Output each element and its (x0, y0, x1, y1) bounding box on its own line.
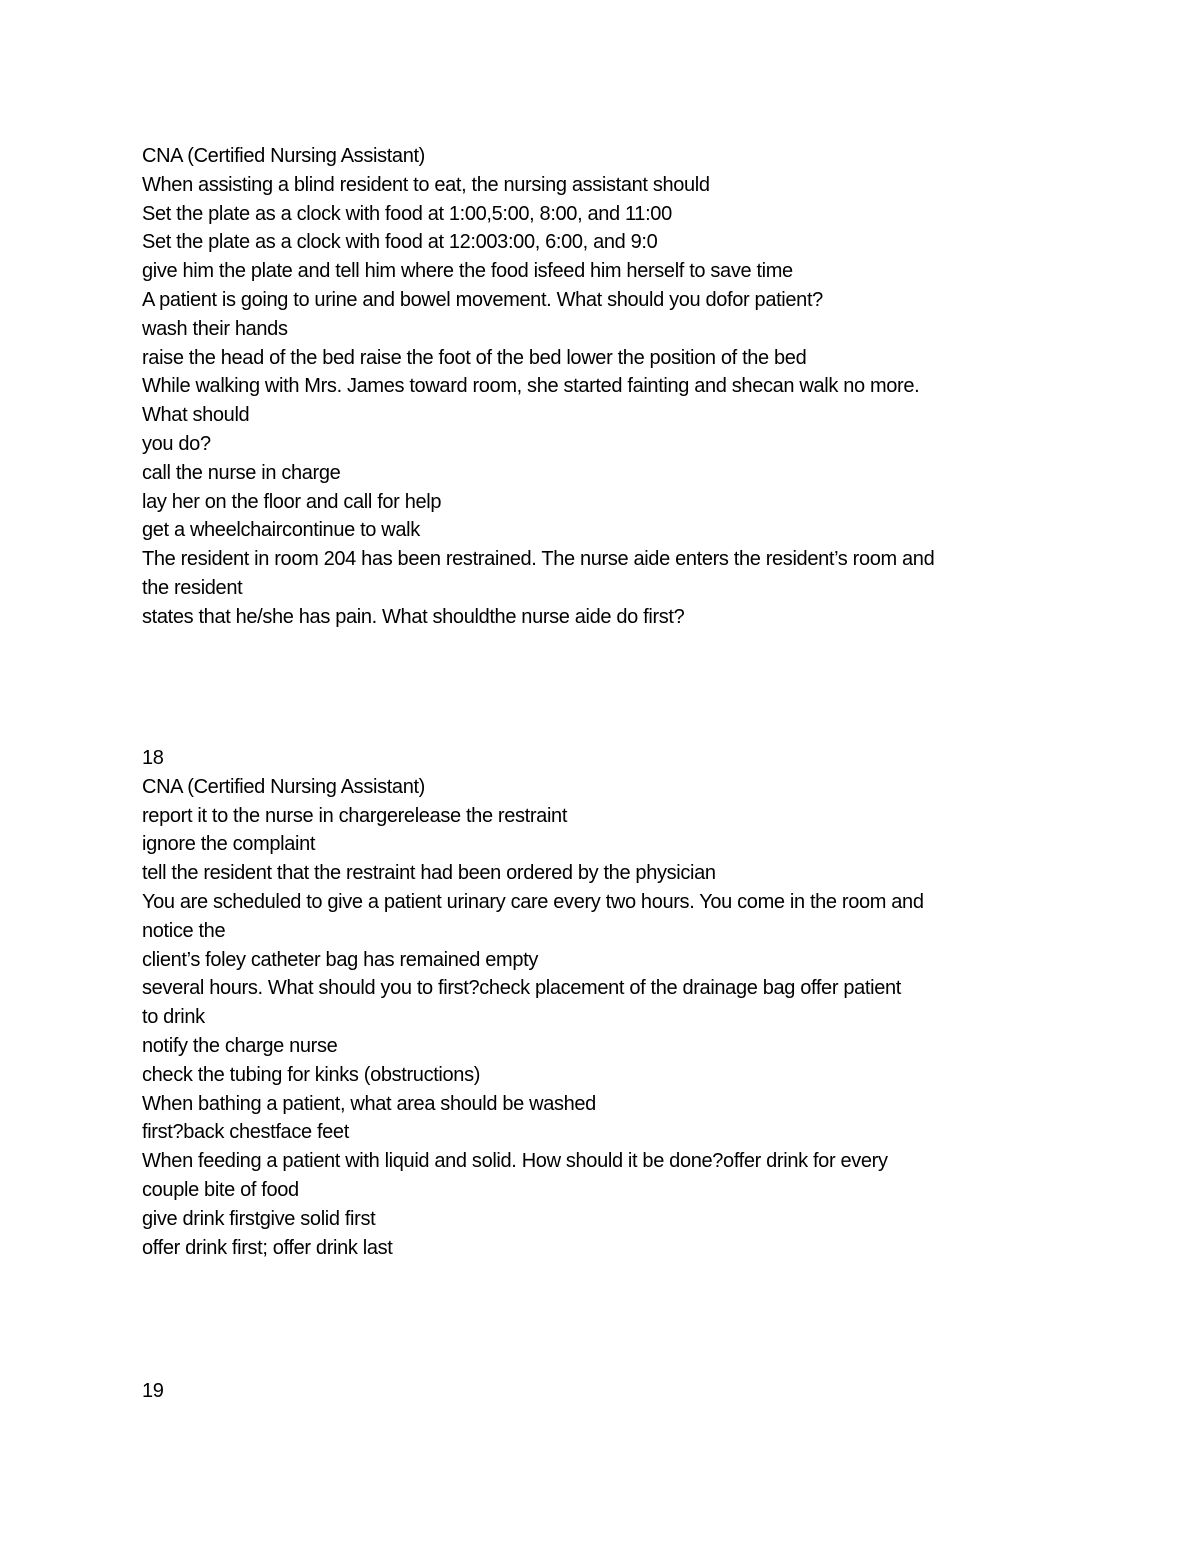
text-block-1 (142, 142, 1042, 632)
text-line: tell the resident that the restraint had been ordered by the physician (142, 862, 716, 885)
text-line: states that he/she has pain. What shouldthe nurse aide do first? (142, 605, 685, 628)
text-line: you do? (142, 432, 211, 455)
text-line: The resident in room 204 has been restrained. The nurse aide enters the resident’s room and (142, 548, 935, 571)
text-line: wash their hands (142, 317, 288, 340)
text-line: A patient is going to urine and bowel movement. What should you dofor patient? (142, 288, 823, 311)
text-line: to drink (142, 1006, 205, 1029)
text-line: couple bite of food (142, 1178, 299, 1201)
text-line: call the nurse in charge (142, 461, 341, 484)
text-line: When assisting a blind resident to eat, the nursing assistant should (142, 173, 710, 196)
text-line: You are scheduled to give a patient urinary care every two hours. You come in the room and (142, 890, 924, 913)
text-line: notify the charge nurse (142, 1034, 338, 1057)
text-line: several hours. What should you to first?check placement of the drainage bag offer patient (142, 977, 901, 1000)
text-line: While walking with Mrs. James toward room, she started fainting and shecan walk no more. (142, 375, 920, 398)
text-line: give drink firstgive solid first (142, 1207, 376, 1230)
text-line: lay her on the floor and call for help (142, 490, 442, 513)
text-line: CNA (Certified Nursing Assistant) (142, 775, 425, 798)
text-line: Set the plate as a clock with food at 1:00,5:00, 8:00, and 11:00 (142, 202, 672, 225)
text-line: When feeding a patient with liquid and solid. How should it be done?offer drink for every (142, 1150, 888, 1173)
text-line: client’s foley catheter bag has remained empty (142, 948, 538, 971)
text-line: first?back chestface feet (142, 1121, 349, 1144)
text-line: raise the head of the bed raise the foot of the bed lower the position of the bed (142, 346, 807, 369)
text-line: report it to the nurse in chargerelease the restraint (142, 804, 568, 827)
text-line: 19 (142, 1380, 164, 1402)
text-line: What should (142, 404, 250, 427)
text-line: get a wheelchaircontinue to walk (142, 519, 420, 542)
text-line: When bathing a patient, what area should be washed (142, 1092, 596, 1115)
text-line: notice the (142, 919, 226, 942)
text-line: Set the plate as a clock with food at 12:003:00, 6:00, and 9:0 (142, 231, 658, 254)
text-block-3 (142, 1377, 1042, 1406)
text-line: offer drink first; offer drink last (142, 1236, 393, 1259)
text-line: 18 (142, 747, 164, 769)
text-line: the resident (142, 576, 243, 599)
text-line: CNA (Certified Nursing Assistant) (142, 145, 425, 167)
text-line: give him the plate and tell him where the food isfeed him herself to save time (142, 260, 793, 283)
text-line: check the tubing for kinks (obstructions) (142, 1063, 481, 1086)
text-line: ignore the complaint (142, 833, 316, 856)
text-block-2 (142, 744, 1042, 1262)
